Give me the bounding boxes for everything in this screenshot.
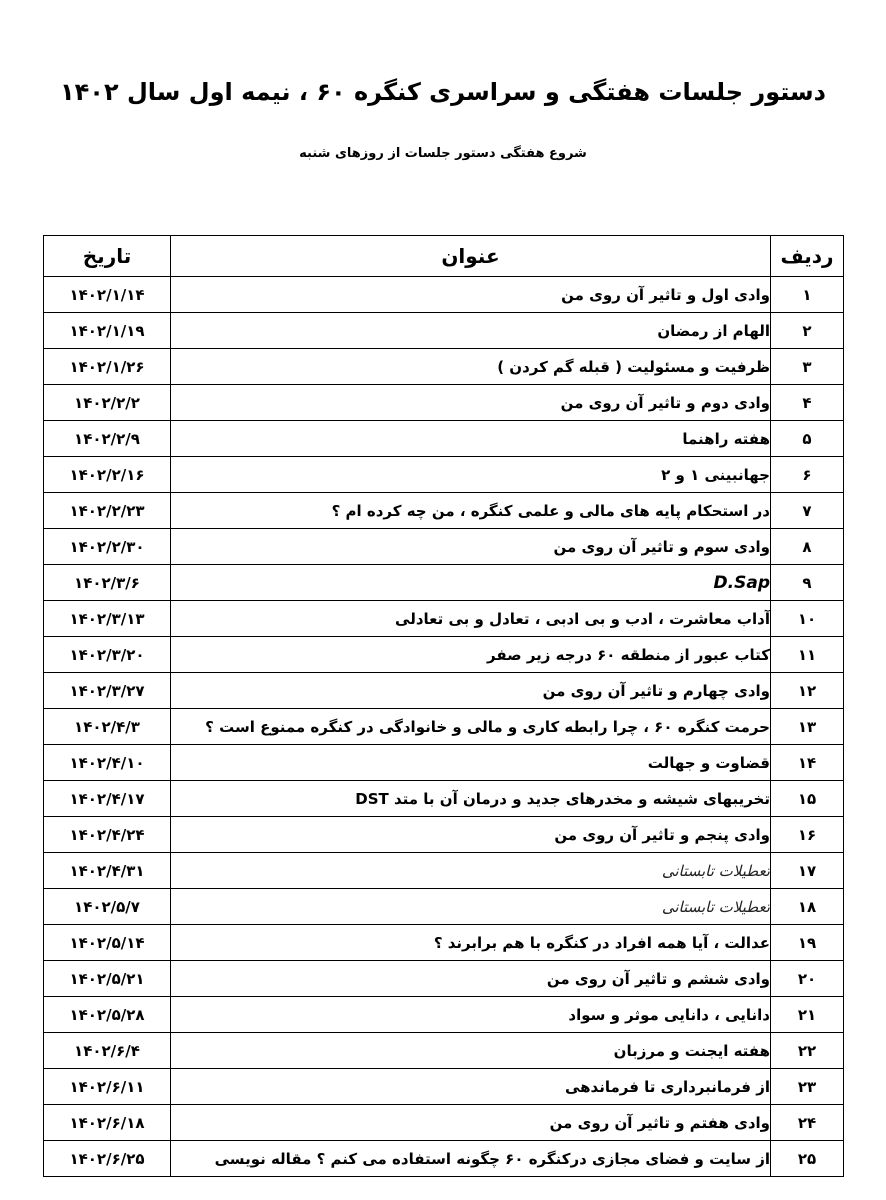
row-date: ۱۴۰۲/۳/۲۷ [44,673,171,709]
row-date: ۱۴۰۲/۶/۱۸ [44,1105,171,1141]
row-date: ۱۴۰۲/۵/۲۸ [44,997,171,1033]
table-row [44,421,844,457]
row-title: آداب معاشرت ، ادب و بی ادبی ، تعادل و بی تعادلی [171,601,771,637]
row-title: وادی دوم و تاثیر آن روی من [171,385,771,421]
row-title: D.Sap [171,565,771,601]
row-title: وادی پنجم و تاثیر آن روی من [171,817,771,853]
row-number: ۶ [771,457,844,493]
row-number: ۹ [771,565,844,601]
row-date: ۱۴۰۲/۱/۱۹ [44,313,171,349]
row-title: وادی چهارم و تاثیر آن روی من [171,673,771,709]
row-title: تعطیلات تابستانی [171,853,771,889]
row-number: ۱۸ [771,889,844,925]
table-row [44,1033,844,1069]
row-number: ۵ [771,421,844,457]
row-title: عدالت ، آیا همه افراد در کنگره با هم برابرند ؟ [171,925,771,961]
row-date: ۱۴۰۲/۱/۱۴ [44,277,171,313]
row-date: ۱۴۰۲/۵/۷ [44,889,171,925]
row-title: قضاوت و جهالت [171,745,771,781]
row-date: ۱۴۰۲/۶/۲۵ [44,1141,171,1177]
table-row [44,565,844,601]
row-number: ۱۴ [771,745,844,781]
column-header-date: تاریخ [44,236,171,277]
table-row [44,1141,844,1177]
row-number: ۱۵ [771,781,844,817]
row-title: از سایت و فضای مجازی درکنگره ۶۰ چگونه استفاده می کنم ؟ مقاله نویسی [171,1141,771,1177]
row-title: از فرمانبرداری تا فرماندهی [171,1069,771,1105]
row-date: ۱۴۰۲/۲/۱۶ [44,457,171,493]
row-title: حرمت کنگره ۶۰ ، چرا رابطه کاری و مالی و خانوادگی در کنگره ممنوع است ؟ [171,709,771,745]
page-title: دستور جلسات هفتگی و سراسری کنگره ۶۰ ، نیمه اول سال ۱۴۰۲ [60,78,826,106]
row-date: ۱۴۰۲/۲/۳۰ [44,529,171,565]
row-date: ۱۴۰۲/۵/۱۴ [44,925,171,961]
table-row [44,277,844,313]
table-row [44,385,844,421]
table-row [44,529,844,565]
table-row [44,925,844,961]
row-title: تعطیلات تابستانی [171,889,771,925]
row-date: ۱۴۰۲/۳/۲۰ [44,637,171,673]
table-row [44,817,844,853]
row-date: ۱۴۰۲/۲/۲ [44,385,171,421]
table-row [44,637,844,673]
row-number: ۱۲ [771,673,844,709]
table-row [44,853,844,889]
table-row [44,781,844,817]
row-number: ۱ [771,277,844,313]
row-title: کتاب عبور از منطقه ۶۰ درجه زیر صفر [171,637,771,673]
row-title: الهام از رمضان [171,313,771,349]
row-date: ۱۴۰۲/۲/۲۳ [44,493,171,529]
row-number: ۱۰ [771,601,844,637]
row-number: ۱۳ [771,709,844,745]
agenda-table-body [44,277,844,1177]
table-row [44,961,844,997]
row-title: دانایی ، دانایی موثر و سواد [171,997,771,1033]
table-row [44,673,844,709]
row-number: ۳ [771,349,844,385]
row-number: ۲ [771,313,844,349]
row-date: ۱۴۰۲/۶/۴ [44,1033,171,1069]
row-date: ۱۴۰۲/۲/۹ [44,421,171,457]
row-date: ۱۴۰۲/۱/۲۶ [44,349,171,385]
page-subtitle: شروع هفتگی دستور جلسات از روزهای شنبه [299,146,587,161]
row-number: ۲۲ [771,1033,844,1069]
row-title: وادی اول و تاثیر آن روی من [171,277,771,313]
row-number: ۱۶ [771,817,844,853]
table-row [44,349,844,385]
row-date: ۱۴۰۲/۴/۳۱ [44,853,171,889]
row-title: هفته ایجنت و مرزبان [171,1033,771,1069]
row-number: ۴ [771,385,844,421]
table-row [44,457,844,493]
row-title: تخریبهای شیشه و مخدرهای جدید و درمان آن با متد DST [171,781,771,817]
row-date: ۱۴۰۲/۶/۱۱ [44,1069,171,1105]
row-date: ۱۴۰۲/۴/۲۴ [44,817,171,853]
table-header-row [44,236,844,277]
table-row [44,889,844,925]
table-row [44,709,844,745]
row-date: ۱۴۰۲/۴/۱۷ [44,781,171,817]
row-title: در استحکام پایه های مالی و علمی کنگره ، من چه کرده ام ؟ [171,493,771,529]
row-date: ۱۴۰۲/۴/۳ [44,709,171,745]
row-number: ۲۳ [771,1069,844,1105]
row-date: ۱۴۰۲/۵/۲۱ [44,961,171,997]
row-title: جهانبینی ۱ و ۲ [171,457,771,493]
table-row [44,1105,844,1141]
row-number: ۱۷ [771,853,844,889]
row-number: ۲۰ [771,961,844,997]
column-header-title: عنوان [171,236,771,277]
row-number: ۲۴ [771,1105,844,1141]
row-number: ۷ [771,493,844,529]
column-header-num: ردیف [771,236,844,277]
row-number: ۲۵ [771,1141,844,1177]
table-row [44,745,844,781]
row-title: وادی سوم و تاثیر آن روی من [171,529,771,565]
table-row [44,1069,844,1105]
row-title: ظرفیت و مسئولیت ( قبله گم کردن ) [171,349,771,385]
table-row [44,493,844,529]
row-date: ۱۴۰۲/۴/۱۰ [44,745,171,781]
row-number: ۱۱ [771,637,844,673]
table-row [44,313,844,349]
row-date: ۱۴۰۲/۳/۱۳ [44,601,171,637]
row-date: ۱۴۰۲/۳/۶ [44,565,171,601]
table-row [44,997,844,1033]
row-title: وادی هفتم و تاثیر آن روی من [171,1105,771,1141]
row-number: ۱۹ [771,925,844,961]
row-title: وادی ششم و تاثیر آن روی من [171,961,771,997]
row-title: هفته راهنما [171,421,771,457]
row-number: ۸ [771,529,844,565]
agenda-table [43,235,844,1177]
row-number: ۲۱ [771,997,844,1033]
table-row [44,601,844,637]
